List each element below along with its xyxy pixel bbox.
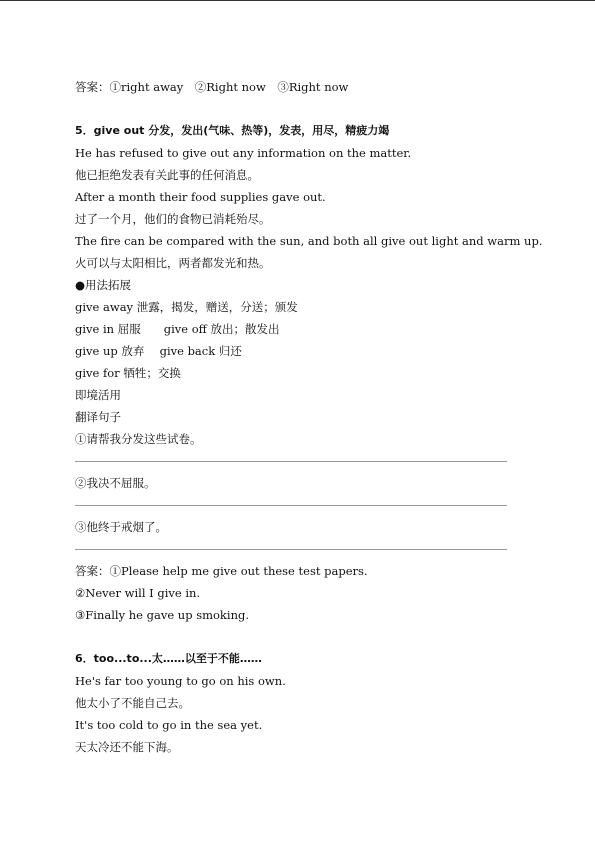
answer-blank-1[interactable] bbox=[75, 450, 515, 472]
spacer bbox=[75, 98, 515, 120]
section6-example-2-zh: 天太冷还不能下海。 bbox=[75, 740, 179, 754]
previous-answer: 答案：①right away ②Right now ③Right now bbox=[75, 80, 349, 94]
section5-heading: 5．give out 分发，发出(气味、热等)，发表，用尽，精疲力竭 bbox=[75, 124, 390, 137]
answer-blank-3[interactable] bbox=[75, 538, 515, 560]
question-3: ③他终于戒烟了。 bbox=[75, 520, 167, 534]
section5-example-3-zh: 火可以与太阳相比，两者都发光和热。 bbox=[75, 256, 271, 270]
answer-2: ②Never will I give in. bbox=[75, 586, 201, 600]
top-border-line bbox=[0, 0, 595, 1]
extension-item: give in 屈服 give off 放出；散发出 bbox=[75, 322, 280, 336]
section6-heading: 6．too...to...太……以至于不能…… bbox=[75, 652, 262, 665]
section5-example-2-en: After a month their food supplies gave out. bbox=[75, 190, 326, 204]
section5-example-2-zh: 过了一个月，他们的食物已消耗殆尽。 bbox=[75, 212, 271, 226]
section6-example-1-en: He's far too young to go on his own. bbox=[75, 674, 286, 688]
spacer bbox=[75, 626, 515, 648]
practice-title: 即境活用 bbox=[75, 388, 121, 402]
translate-title: 翻译句子 bbox=[75, 410, 121, 424]
section5-example-1-en: He has refused to give out any information on the matter. bbox=[75, 146, 412, 160]
question-2: ②我决不屈服。 bbox=[75, 476, 156, 490]
section6-example-1-zh: 他太小了不能自己去。 bbox=[75, 696, 190, 710]
extension-item: give up 放弃 give back 归还 bbox=[75, 344, 242, 358]
section6-example-2-en: It's too cold to go in the sea yet. bbox=[75, 718, 263, 732]
section5-example-1-zh: 他已拒绝发表有关此事的任何消息。 bbox=[75, 168, 259, 182]
section5-example-3-en: The fire can be compared with the sun, and both all give out light and warm up. bbox=[75, 234, 543, 248]
answer-3: ③Finally he gave up smoking. bbox=[75, 608, 250, 622]
question-1: ①请帮我分发这些试卷。 bbox=[75, 432, 202, 446]
extension-title: ●用法拓展 bbox=[75, 278, 132, 292]
answer-blank-2[interactable] bbox=[75, 494, 515, 516]
answer-1: 答案：①Please help me give out these test papers. bbox=[75, 564, 368, 578]
extension-item: give away 泄露，揭发，赠送，分送；颁发 bbox=[75, 300, 298, 314]
document-body bbox=[75, 76, 543, 758]
extension-item: give for 牺牲；交换 bbox=[75, 366, 181, 380]
